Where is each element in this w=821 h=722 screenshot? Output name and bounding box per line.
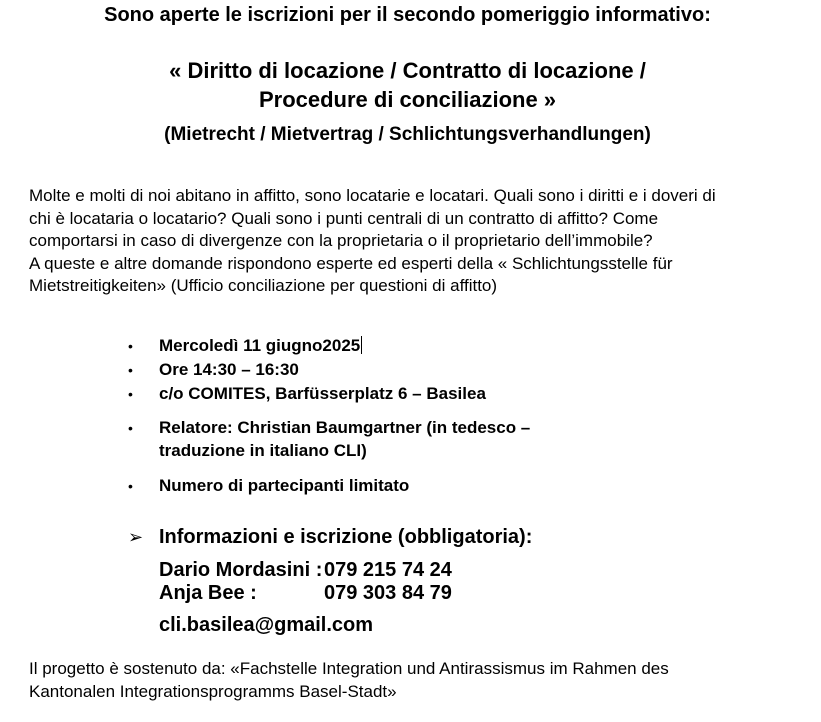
- event-title-line-1: « Diritto di locazione / Contratto di locazione /: [169, 58, 646, 83]
- participants-note: Numero di partecipanti limitato: [159, 476, 410, 495]
- event-location: c/o COMITES, Barfüsserplatz 6 – Basilea: [159, 384, 486, 403]
- info-title: Informazioni e iscrizione (obbligatoria):: [159, 526, 533, 548]
- contact-name: Dario Mordasini :: [159, 559, 323, 581]
- sponsor-note: [29, 658, 669, 703]
- contact-phone[interactable]: 079 303 84 79: [324, 582, 452, 604]
- intro-paragraph-line: Molte e molti di noi abitano in affitto, sono locatarie e locatari. Quali sono i diritti e i doveri di: [29, 186, 716, 205]
- contact-email[interactable]: cli.basilea@gmail.com: [159, 614, 374, 636]
- contact-phone[interactable]: 079 215 74 24: [324, 559, 452, 581]
- intro-paragraph: [29, 185, 716, 298]
- event-date: [159, 334, 362, 357]
- event-speaker-line-2: traduzione in italiano CLI): [159, 441, 367, 460]
- bullet-icon: •: [128, 478, 133, 494]
- bullet-icon: •: [128, 420, 133, 436]
- text-cursor: [361, 336, 362, 354]
- bullet-icon: •: [128, 338, 133, 354]
- event-date-text: Mercoledì 11 giugno2025: [159, 336, 361, 355]
- contact-name: Anja Bee :: [159, 582, 257, 604]
- intro-paragraph-line: Mietstreitigkeiten» (Ufficio conciliazione per questioni di affitto): [29, 276, 498, 295]
- bullet-icon: •: [128, 362, 133, 378]
- event-title-line-2: Procedure di conciliazione »: [258, 87, 557, 112]
- event-time: Ore 14:30 – 16:30: [159, 360, 299, 379]
- bullet-icon: •: [128, 386, 133, 402]
- intro-paragraph-line: chi è locataria o locatario? Quali sono i punti centrali di un contratto di affitto? Come: [29, 208, 659, 228]
- sponsor-line: Il progetto è sostenuto da: «Fachstelle Integration und Antirassismus im Rahmen des: [29, 659, 669, 678]
- sponsor-line: Kantonalen Integrationsprogramms Basel-Stadt»: [29, 681, 397, 701]
- event-subtitle: (Mietrecht / Mietvertrag / Schlichtungsverhandlungen): [164, 124, 651, 145]
- event-speaker-line-1: Relatore: Christian Baumgartner (in tedesco –: [159, 418, 531, 437]
- intro-heading: Sono aperte le iscrizioni per il secondo pomeriggio informativo:: [104, 4, 711, 26]
- intro-paragraph-line: comportarsi in caso di divergenze con la proprietaria o il proprietario dell’immobile?: [29, 231, 653, 250]
- intro-paragraph-line: A queste e altre domande rispondono esperte ed esperti della « Schlichtungsstelle für: [29, 253, 673, 273]
- arrow-bullet-icon: ➢: [128, 527, 144, 547]
